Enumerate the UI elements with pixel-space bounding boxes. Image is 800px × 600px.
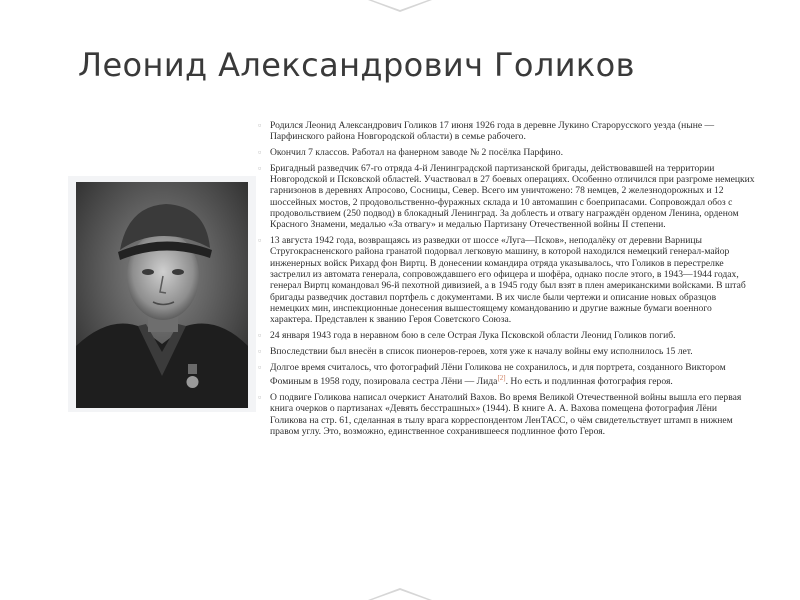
bottom-triangle-inner <box>372 590 428 600</box>
reference-link[interactable]: [2] <box>497 373 506 382</box>
paragraph-text: О подвиге Голикова написал очеркист Анатолий Вахов. Во время Великой Отечественной войны вышла его первая книга очерков о партизанах «Девять бесстрашных» (1944). В книге А. А. Вахова помещена фотография Лёни Голикова на стр. 61, сделанная в тылу врага корреспондентом ЛенТАСС, о чём свидетельствует штамп в нижнем правом углу. Это, возможно, единственное сохранившееся подлинное фото Героя. <box>270 391 742 437</box>
paragraph-text: Впоследствии был внесён в список пионеров-героев, хотя уже к началу войны ему исполнилось 15 лет. <box>270 345 693 357</box>
list-item <box>256 346 756 357</box>
paragraph-text: Окончил 7 классов. Работал на фанерном заводе № 2 посёлка Парфино. <box>270 147 564 159</box>
list-item <box>256 392 756 437</box>
bullet-icon: ▫ <box>258 162 262 173</box>
paragraph-text: Родился Леонид Александрович Голиков 17 июня 1926 года в деревне Лукино Старорусского уезда (ныне — Парфинского района Новгородской области) в семье рабочего. <box>270 120 715 143</box>
list-item <box>256 163 756 231</box>
paragraph-text: 13 августа 1942 года, возвращаясь из разведки от шоссе «Луга—Псков», неподалёку от деревни Варницы Стругокрасненского района гранатой подорвал легковую машину, в которой находился немецкий генерал-майор инженерных войск Рихард фон Виртц. В донесении командира отряда указывалось, что Голиков в перестрелке застрелил из автомата генерала, сопровождавшего его офицера и шофёра, однако после этого, в 1943—1944 годах, генерал Виртц командовал 96-й пехотной дивизией, а в 1945 году был взят в плен американскими войсками. В штаб бригады разведчик доставил портфель с документами. В их числе были чертежи и описание новых образцов немецких мин, инспекционные донесения вышестоящему командованию и другие важные бумаги военного характера. Представлен к званию Героя Советского Союза. <box>270 235 746 326</box>
top-triangle-inner <box>372 0 428 10</box>
biography-text <box>256 120 756 590</box>
bullet-icon: ▫ <box>258 345 262 356</box>
bullet-icon: ▫ <box>258 330 262 341</box>
paragraph-text: Бригадный разведчик 67-го отряда 4-й Ленинградской партизанской бригады, действовавшей на территории Новгородской и Псковской областей. Участвовал в 27 боевых операциях. Особенно отличился при разгроме немецких гарнизонов в деревнях Апросово, Сосницы, Север. Всего им уничтожено: 78 немцев, 2 железнодорожных и 12 шоссейных мостов, 2 продовольственно-фуражных склада и 10 автомашин с боеприпасами. Сопровождал обоз с продовольствием (250 подвод) в блокадный Ленинград. За доблесть и отвагу награждён орденом Ленина, орденом Красного Знамени, медалью «За отвагу» и медалью Партизану Отечественной войны II степени. <box>270 162 755 231</box>
list-item <box>256 362 756 388</box>
list-item <box>256 147 756 158</box>
list-item <box>256 235 756 325</box>
slide-title: Леонид Александрович Голиков <box>78 46 635 84</box>
bullet-icon: ▫ <box>258 120 262 130</box>
bullet-icon: ▫ <box>258 391 262 402</box>
portrait-photo-drawing <box>68 176 256 412</box>
paragraph-text-end: . Но есть и подлинная фотография героя. <box>505 376 673 388</box>
bullet-icon: ▫ <box>258 361 262 372</box>
bullet-icon: ▫ <box>258 235 262 246</box>
paragraph-text: Долгое время считалось, что фотографий Лёни Голикова не сохранилось, и для портрета, созданного Виктором Фоминым в 1958 году, позировала сестра Лёни — Лида <box>270 361 726 388</box>
bullet-list <box>256 120 756 437</box>
bullet-icon: ▫ <box>258 147 262 158</box>
portrait-photo <box>68 176 256 412</box>
paragraph-text: 24 января 1943 года в неравном бою в селе Острая Лука Псковской области Леонид Голиков погиб. <box>270 330 676 342</box>
list-item <box>256 330 756 341</box>
list-item <box>256 120 756 143</box>
